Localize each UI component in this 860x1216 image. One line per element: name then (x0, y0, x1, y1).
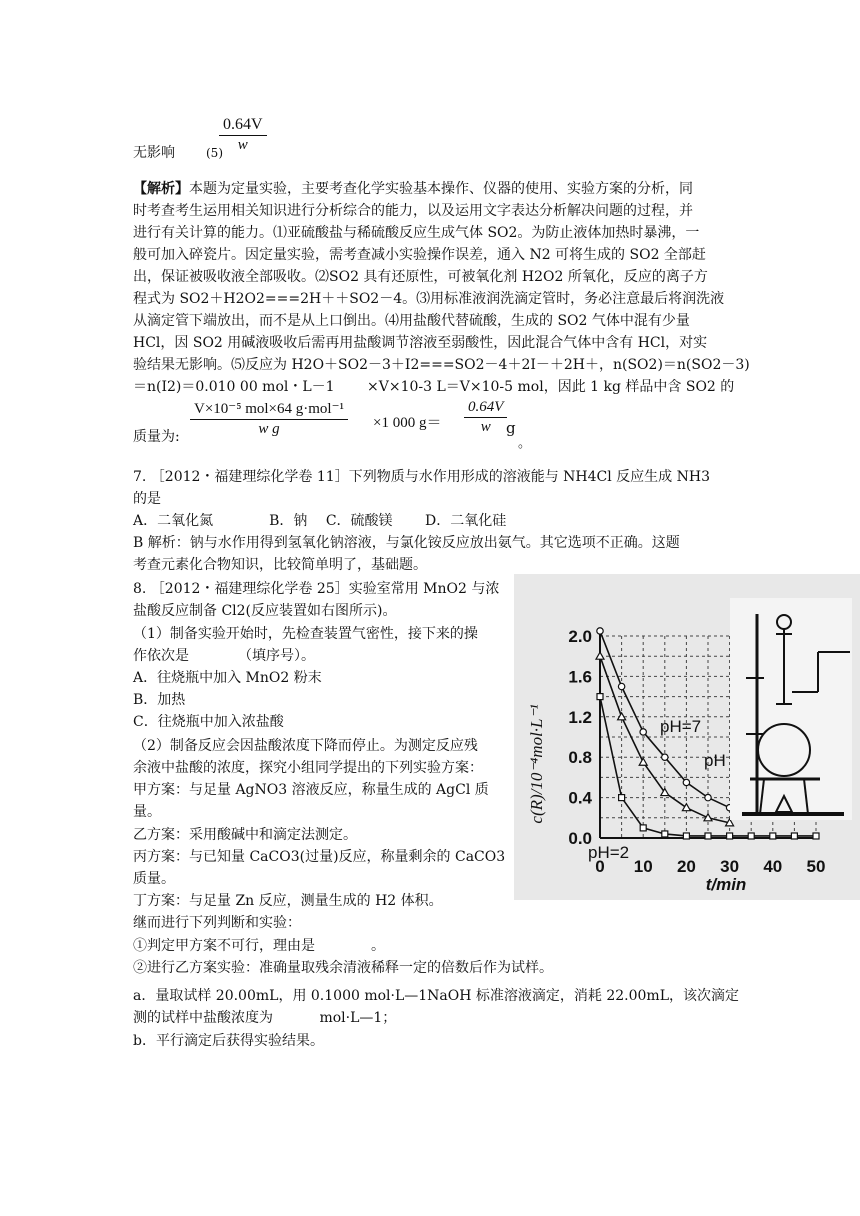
q8-line-9: 余液中盐酸的浓度，探究小组同学提出的下列实验方案： (133, 760, 483, 776)
q8-line-2: 盐酸反应制备 Cl2(反应装置如右图所示)。 (133, 603, 397, 619)
q8-line-8: （2）制备反应会因盐酸浓度下降而停止。为测定反应残 (133, 738, 478, 754)
x-tick-label: 30 (720, 857, 740, 876)
analysis-line-10: ＝n(I2)＝0.010 00 mol・L－1 ×V×10-3 L＝V×10-5 mol，因此 1 kg 样品中含 SO2 的 (133, 379, 735, 395)
q8-b-line: b．平行滴定后获得实验结果。 (133, 1033, 324, 1049)
q8-line-5: A．往烧瓶中加入 MnO2 粉末 (133, 670, 322, 686)
series-label-ph-partial: pH (704, 751, 726, 770)
q7-options: A．二氧化氮 B．钠 C．硫酸镁 D．二氧化硅 (133, 513, 507, 529)
analysis-line-1 (133, 178, 693, 200)
q8-line-17: ①判定甲方案不可行，理由是 。 (133, 938, 385, 954)
data-point (813, 833, 819, 839)
mass-denominator-2: w (480, 419, 491, 435)
data-point (662, 831, 668, 837)
data-point (662, 754, 668, 760)
q8-line-10: 甲方案：与足量 AgNO3 溶液反应，称量生成的 AgCl 质 (133, 782, 489, 798)
q8-line-7: C．往烧瓶中加入浓盐酸 (133, 714, 284, 730)
analysis-line-5: 出，保证被吸收液全部吸收。⑵SO2 具有还原性，可被氧化剂 H2O2 所氧化，反应的离子方 (133, 269, 708, 285)
x-tick-label: 40 (763, 857, 783, 876)
mass-numerator-2: 0.64V (464, 399, 507, 418)
q7-line-2: 的是 (133, 491, 161, 507)
apparatus-icon (730, 598, 852, 820)
mass-multiplier: ×1 000 g＝ (373, 415, 442, 431)
mass-numerator: V×10⁻⁵ mol×64 g·mol⁻¹ (190, 399, 348, 420)
q8-line-13: 丙方案：与已知量 CaCO3(过量)反应，称量剩余的 CaCO3 (133, 849, 506, 865)
series-label-ph7: pH=7 (660, 717, 702, 736)
analysis-line-2: 时考查考生运用相关知识进行分析综合的能力，以及运用文字表达分析解决问题的过程，并 (133, 203, 693, 219)
q8-line-15: 丁方案：与足量 Zn 反应，测量生成的 H2 体积。 (133, 893, 443, 909)
data-point (640, 729, 646, 735)
data-point (705, 794, 711, 800)
q7-line-1: 7. ［2012・福建理综化学卷 11］下列物质与水作用形成的溶液能与 NH4Cl 反应生成 NH3 (133, 469, 710, 485)
no-effect-answer: 无影响 (133, 145, 175, 161)
q8-line-11: 量。 (133, 804, 161, 820)
x-tick-label: 50 (806, 857, 826, 876)
mass-fraction-1 (190, 399, 348, 438)
data-point (618, 683, 624, 689)
data-point (705, 833, 711, 839)
data-point (791, 833, 797, 839)
y-tick-label: 1.6 (568, 667, 592, 687)
analysis-line-6: 程式为 SO2＋H2O2===2H＋＋SO2－4。⑶用标准液润洗滴定管时，务必注意最后将润洗液 (133, 291, 725, 307)
x-tick-label: 0 (595, 857, 605, 876)
data-point (683, 833, 689, 839)
q8-line-1: 8. ［2012・福建理综化学卷 25］实验室常用 MnO2 与浓 (133, 581, 500, 597)
analysis-text: 本题为定量实验，主要考查化学实验基本操作、仪器的使用、实验方案的分析，同 (189, 181, 693, 197)
mass-denominator: w g (258, 421, 280, 437)
q8-line-6: B．加热 (133, 692, 186, 708)
data-point (727, 833, 733, 839)
q8-line-12: 乙方案：采用酸碱中和滴定法测定。 (133, 827, 357, 843)
y-tick-label: 0.0 (568, 829, 592, 848)
fraction-numerator: 0.64V (219, 116, 267, 136)
data-point (683, 779, 689, 785)
data-point (597, 694, 603, 700)
analysis-line-7: 从滴定管下端放出，而不是从上口倒出。⑷用盐酸代替硫酸，生成的 SO2 气体中混有少量 (133, 313, 690, 329)
series-label-ph2: pH=2 (588, 843, 630, 862)
mass-unit: g (506, 419, 516, 437)
data-point (597, 628, 603, 634)
q8-line-3: （1）制备实验开始时，先检查装置气密性，接下来的操 (133, 626, 478, 642)
q8-line-16: 继而进行下列判断和实验： (133, 915, 301, 931)
y-axis-label: c(R)/10⁻⁴mol·L⁻¹ (527, 704, 546, 824)
top-fraction (219, 116, 267, 154)
y-tick-label: 2.0 (568, 627, 592, 646)
data-point (770, 833, 776, 839)
analysis-tag: 【解析】 (133, 181, 189, 197)
analysis-line-3: 进行有关计算的能力。⑴亚硫酸盐与稀硫酸反应生成气体 SO2。为防止液体加热时暴沸，一 (133, 225, 700, 241)
x-axis-label: t/min (705, 875, 747, 894)
x-tick-label: 20 (676, 857, 696, 876)
y-tick-label: 1.2 (568, 707, 592, 727)
analysis-line-4: 般可加入碎瓷片。因定量实验，需考查减小实验操作误差，通入 N2 可将生成的 SO2 全部赶 (133, 247, 706, 263)
data-point (619, 795, 625, 801)
figure-panel (514, 574, 860, 900)
q7-answer-1: B 解析：钠与水作用得到氢氧化钠溶液，与氯化铵反应放出氨气。其它选项不正确。这题 (133, 535, 680, 551)
q7-answer-2: 考查元素化合物知识，比较简单明了，基础题。 (133, 557, 427, 573)
y-tick-label: 0.4 (568, 788, 592, 808)
mass-fraction-2 (464, 399, 507, 436)
analysis-line-9: 验结果无影响。⑸反应为 H2O＋SO2－3＋I2===SO2－4＋2I－＋2H＋，n(SO2)＝n(SO2－3) (133, 357, 750, 373)
x-tick-label: 10 (633, 857, 653, 876)
mass-period: 。 (518, 436, 532, 451)
data-point (640, 825, 646, 831)
q8-line-14: 质量。 (133, 871, 175, 887)
y-tick-label: 0.8 (568, 748, 592, 768)
chart-and-apparatus (514, 574, 860, 900)
q8-a-line-2: 测的试样中盐酸浓度为 mol·L—1； (133, 1010, 397, 1026)
q8-line-18: ②进行乙方案实验：准确量取残余清液稀释一定的倍数后作为试样。 (133, 960, 553, 976)
q8-line-4: 作依次是 （填序号）。 (133, 648, 315, 664)
data-point (748, 833, 754, 839)
item-5-label: (5) (206, 146, 223, 160)
q8-a-line-1: a．量取试样 20.00mL，用 0.1000 mol·L—1NaOH 标准溶液滴定，消耗 22.00mL，该次滴定 (133, 988, 740, 1004)
mass-label: 质量为: (133, 429, 180, 445)
fraction-denominator: w (237, 137, 248, 153)
analysis-line-8: HCl，因 SO2 用碱液吸收后需再用盐酸调节溶液至弱酸性，因此混合气体中含有 HCl，对实 (133, 335, 708, 351)
